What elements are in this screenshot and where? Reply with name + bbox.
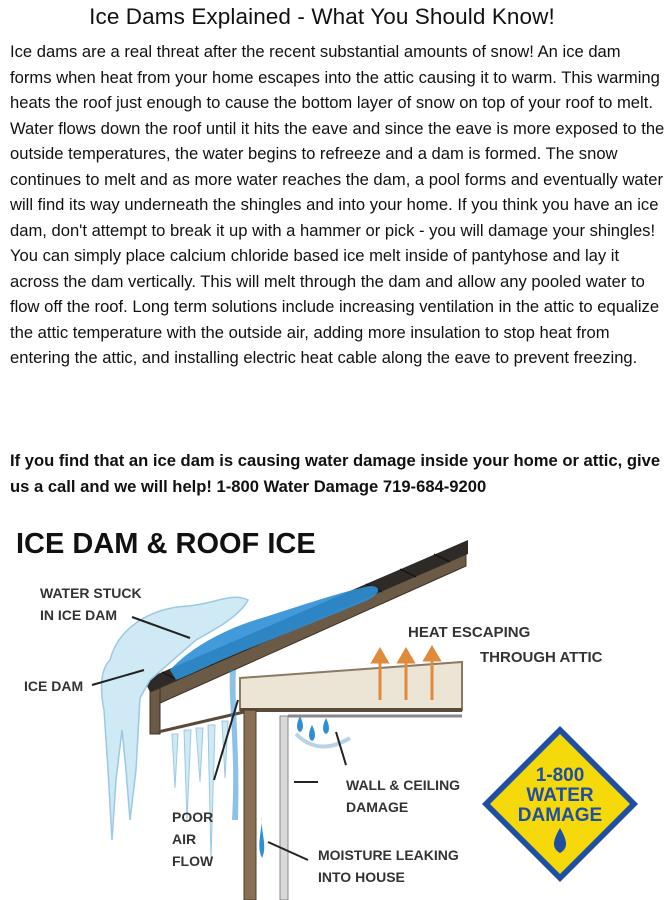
- label-water-stuck-2: IN ICE DAM: [40, 607, 117, 623]
- label-heat-2: THROUGH ATTIC: [480, 649, 603, 666]
- interior-wall: [280, 716, 288, 900]
- label-moisture-1: MOISTURE LEAKING: [318, 847, 459, 863]
- label-moisture-2: INTO HOUSE: [318, 869, 405, 885]
- label-flow: FLOW: [172, 853, 214, 869]
- article-body: Ice dams are a real threat after the recent substantial amounts of snow! An ice dam forms when heat from your home escapes into the attic causing it to warm. This warming heats the roof just enough to cause the bottom layer of snow on top of your roof to melt. Water flows down the roof until it hits the eave and since the eave is more exposed to the outside temperatures, the water begins to refreeze and a dam is formed. The snow continues to melt and as more water reaches the dam, a pool forms and eventually water will find its way underneath the shingles and into your home. If you think you have an ice dam, don't attempt to break it up with a hammer or pick - you will damage your shingles! You can simply place calcium chloride based ice melt inside of pantyhose and lay it across the dam vertically. This will melt through the dam and allow any pooled water to flow off the roof. Long term solutions include increasing ventilation in the attic to equalize the attic temperature with the outside air, adding more insulation to stop heat from entering the attic, and installing electric heat cable along the eave to prevent freezing.: [10, 42, 665, 367]
- logo-line2: WATER: [526, 785, 594, 806]
- label-ice-dam: ICE DAM: [24, 678, 84, 694]
- water-under-shingles: [230, 670, 239, 820]
- attic-insulation: [240, 662, 462, 710]
- water-damage-logo: [482, 726, 638, 882]
- ceiling-stain: [296, 734, 350, 747]
- exterior-wall: [244, 710, 256, 900]
- label-water-stuck-1: WATER STUCK: [40, 585, 142, 601]
- ice-dam-diagram: [0, 520, 669, 900]
- eave-fascia: [150, 688, 160, 734]
- label-heat-1: HEAT ESCAPING: [408, 624, 531, 641]
- label-wall-2: DAMAGE: [346, 799, 409, 815]
- water-drip-wall: [259, 816, 264, 858]
- logo-line3: DAMAGE: [517, 805, 603, 826]
- logo-line1: 1-800: [535, 765, 585, 786]
- label-wall-1: WALL & CEILING: [346, 777, 461, 793]
- label-poor: POOR: [172, 809, 214, 825]
- label-air: AIR: [172, 831, 197, 847]
- call-to-action: If you find that an ice dam is causing water damage inside your home or attic, give us a call and we will help! 1-800 Water Damage 719-684-9200: [10, 451, 661, 496]
- diagram-title: ICE DAM & ROOF ICE: [16, 528, 316, 560]
- page-title: Ice Dams Explained - What You Should Know!: [89, 4, 555, 29]
